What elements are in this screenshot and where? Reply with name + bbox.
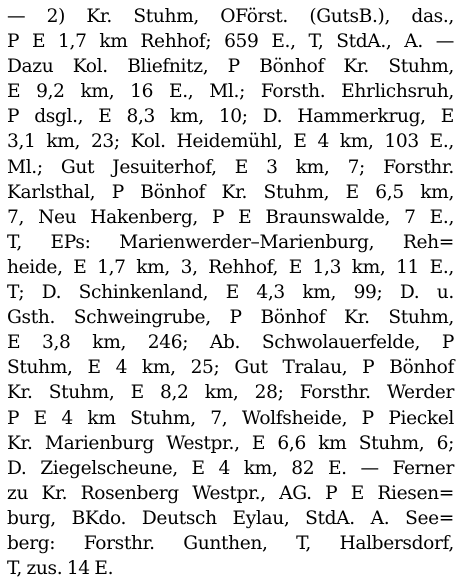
text-line-6: 3,1 km, 23; Kol. Heidemühl, E 4 km, 103 E.,: [7, 131, 454, 153]
text-line-19: D. Ziegelscheune, E 4 km, 82 E. — Ferner: [7, 457, 454, 479]
text-line-4: E 9,2 km, 16 E., Ml.; Forsth. Ehrlichsruh,: [7, 81, 454, 103]
text-line-13: Gsth. Schweingrube, P Bönhof Kr. Stuhm,: [7, 307, 454, 329]
text-line-10: T, EPs: Marienwerder–Marienburg, Reh=: [7, 231, 454, 253]
text-line-9: 7, Neu Hakenberg, P E Braunswalde, 7 E.,: [7, 206, 454, 228]
text-line-7: Ml.; Gut Jesuiterhof, E 3 km, 7; Forsthr.: [7, 156, 454, 178]
text-line-15: Stuhm, E 4 km, 25; Gut Tralau, P Bönhof: [7, 357, 454, 379]
text-line-20: zu Kr. Rosenberg Westpr., AG. P E Riesen=: [7, 482, 454, 504]
text-line-17: P E 4 km Stuhm, 7, Wolfsheide, P Pieckel: [7, 407, 454, 429]
text-line-11: heide, E 1,7 km, 3, Rehhof, E 1,3 km, 11 E.,: [7, 256, 454, 278]
text-line-8: Karlsthal, P Bönhof Kr. Stuhm, E 6,5 km,: [7, 181, 454, 203]
text-line-16: Kr. Stuhm, E 8,2 km, 28; Forsthr. Werder: [7, 382, 454, 404]
text-line-14: E 3,8 km, 246; Ab. Schwolauerfelde, P: [7, 332, 454, 354]
text-line-18: Kr. Marienburg Westpr., E 6,6 km Stuhm, 6;: [7, 432, 454, 454]
text-line-1: — 2) Kr. Stuhm, OFörst. (GutsB.), das.,: [7, 6, 454, 27]
text-line-21: burg, BKdo. Deutsch Eylau, StdA. A. See=: [7, 507, 454, 529]
text-line-3: Dazu Kol. Bliefnitz, P Bönhof Kr. Stuhm,: [7, 56, 454, 78]
text-line-23: T, zus. 14 E.: [7, 558, 114, 580]
text-line-22: berg: Forsthr. Gunthen, T, Halbersdorf,: [7, 532, 454, 554]
text-line-5: P dsgl., E 8,3 km, 10; D. Hammerkrug, E: [7, 106, 454, 128]
text-line-2: P E 1,7 km Rehhof; 659 E., T, StdA., A. —: [7, 31, 454, 53]
text-line-12: T; D. Schinkenland, E 4,3 km, 99; D. u.: [7, 282, 454, 304]
